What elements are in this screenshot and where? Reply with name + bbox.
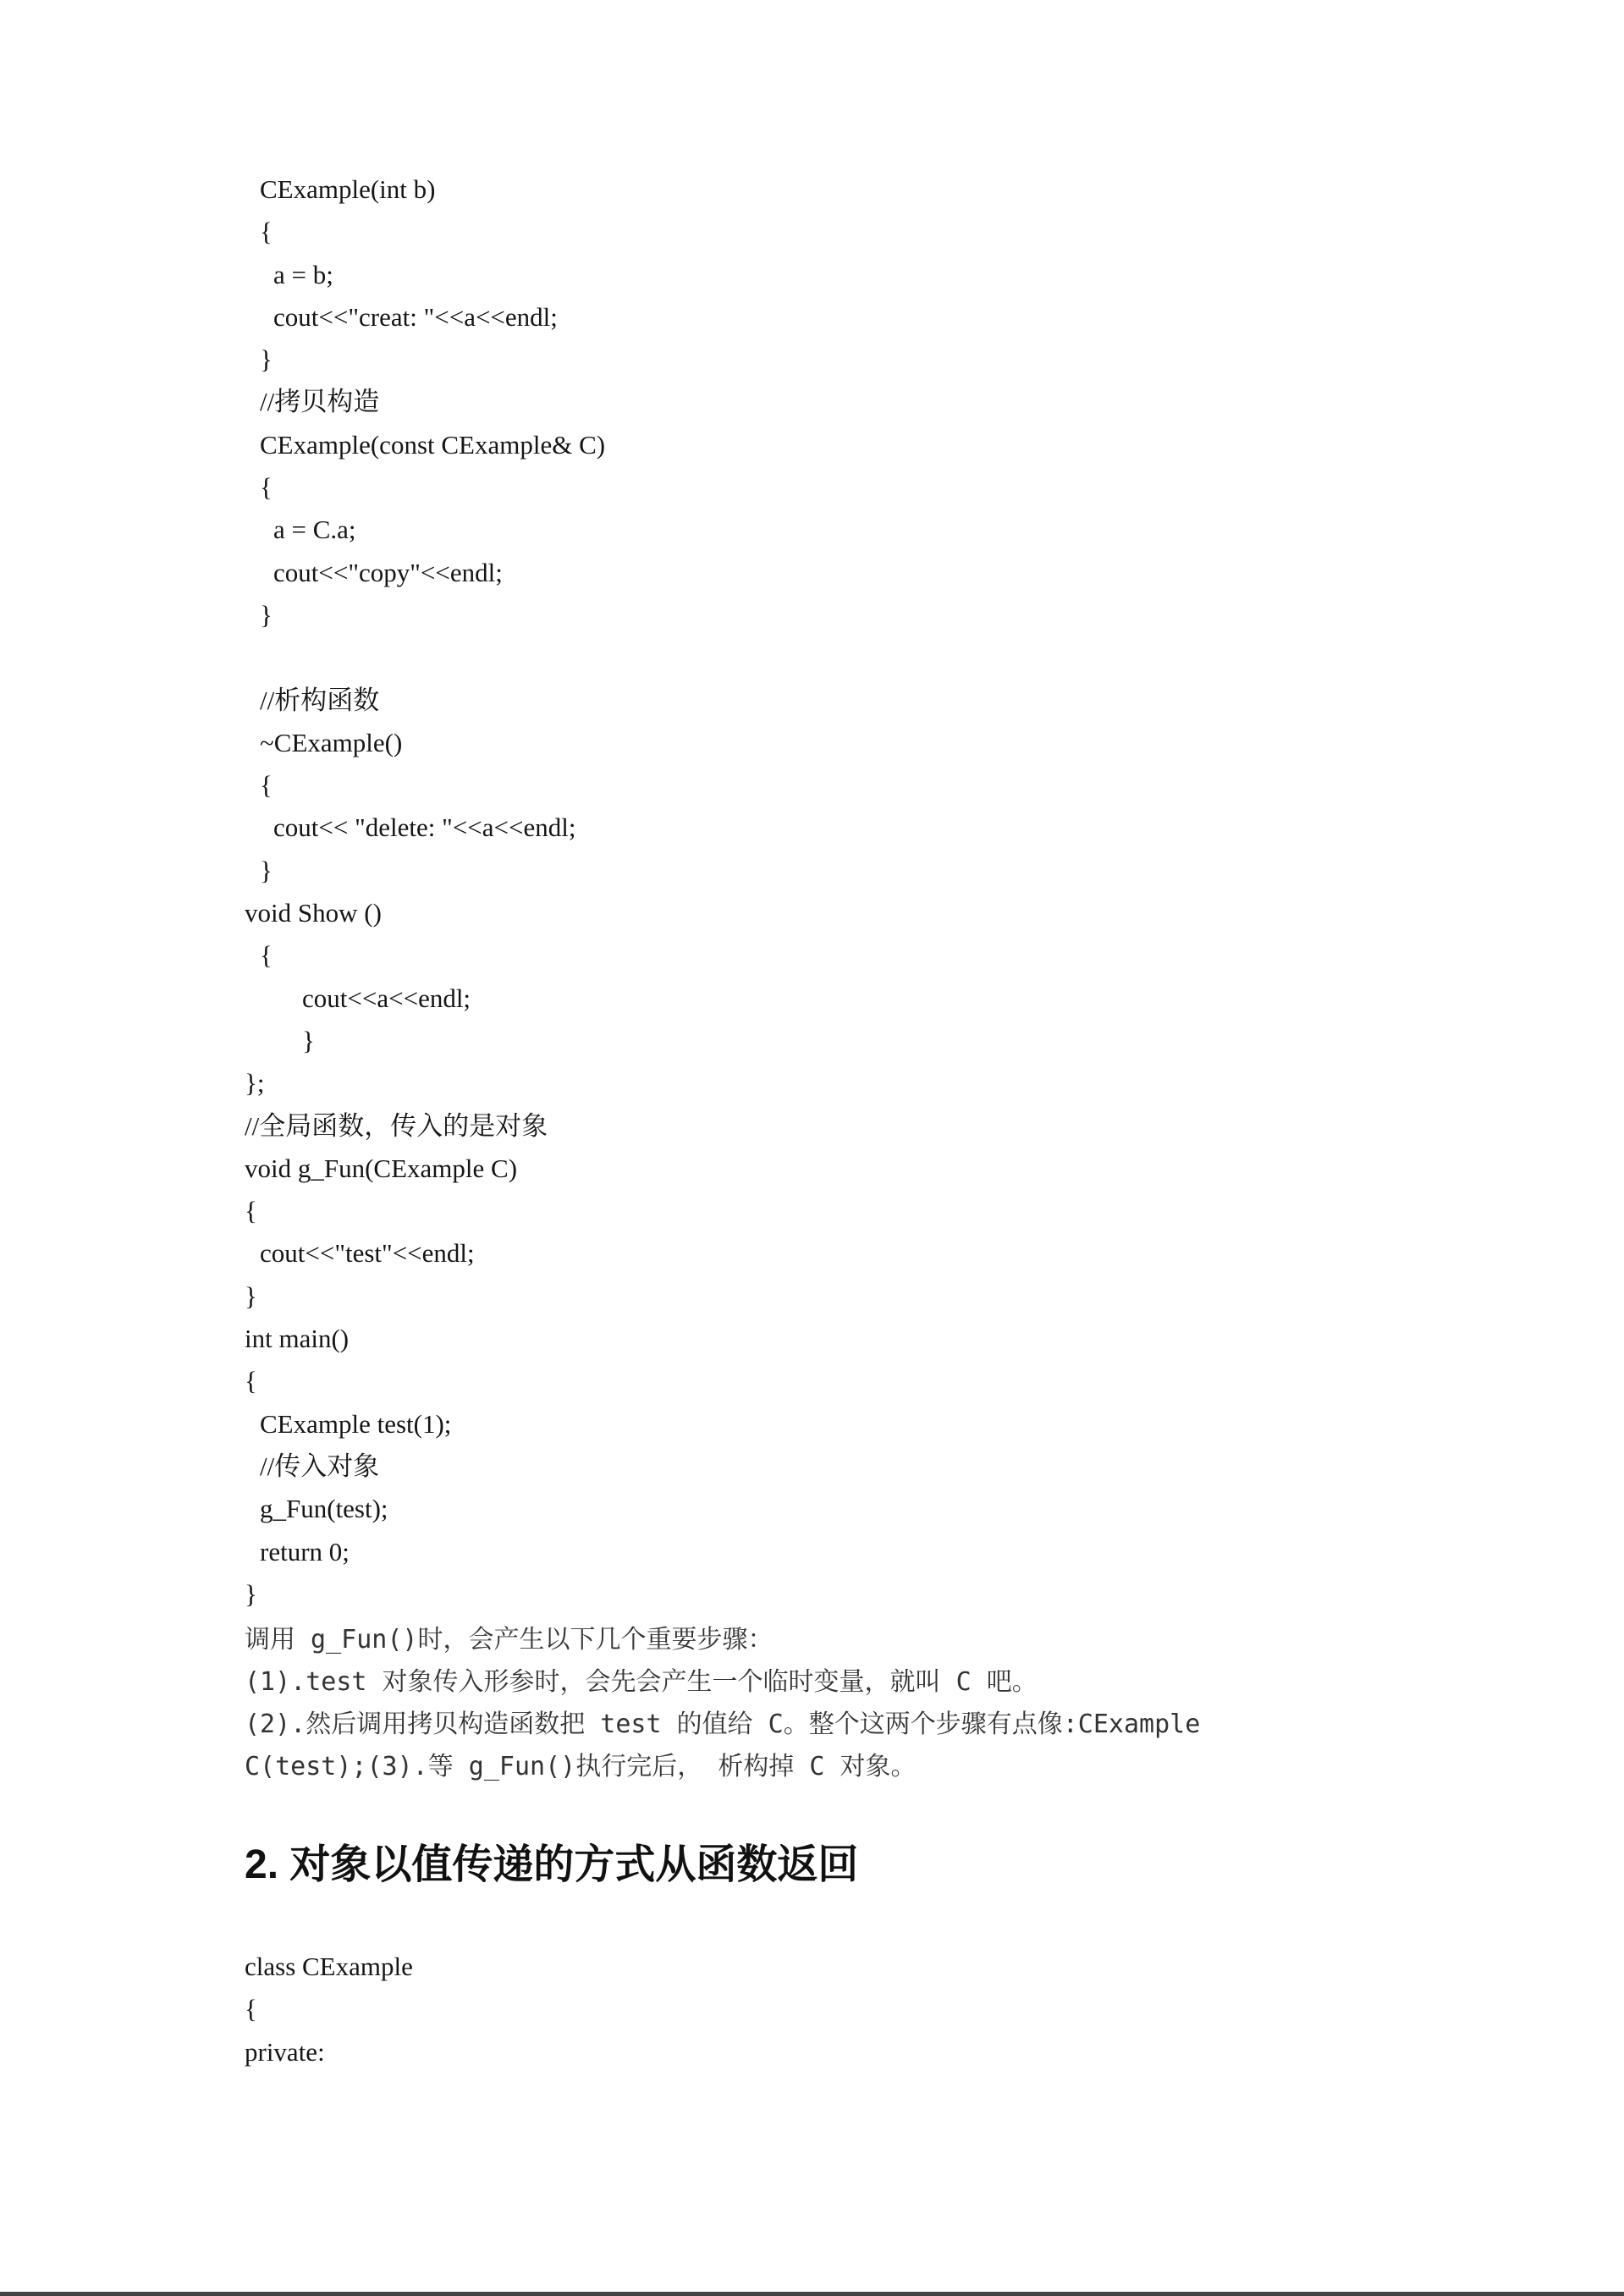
- code-line: }: [245, 1280, 257, 1311]
- code-line: void g_Fun(CExample C): [245, 1153, 518, 1183]
- code-line: g_Fun(test);: [260, 1494, 388, 1524]
- code-line: CExample test(1);: [260, 1408, 452, 1439]
- code-line: cout<<a<<endl;: [302, 983, 471, 1013]
- code-line: //析构函数: [260, 685, 380, 715]
- explanation-line: C(test);(3).等 g_Fun()执行完后， 析构掉 C 对象。: [245, 1752, 917, 1781]
- code-line: cout<<"test"<<endl;: [260, 1238, 475, 1269]
- code-line: class CExample: [245, 1952, 413, 1981]
- code-line: cout<< "delete: "<<a<<endl;: [273, 812, 576, 843]
- code-block-copy-constructor-example: [245, 168, 605, 1616]
- code-line: {: [260, 217, 273, 247]
- code-line: {: [260, 472, 273, 503]
- code-line: {: [245, 1994, 257, 2024]
- code-line: cout<<"copy"<<endl;: [273, 557, 503, 587]
- code-line: }: [260, 344, 273, 375]
- code-line: {: [245, 1196, 257, 1226]
- code-line: };: [245, 1068, 265, 1098]
- code-line: CExample(const CExample& C): [260, 429, 606, 460]
- code-line: {: [260, 770, 273, 801]
- code-line: }: [260, 599, 273, 630]
- code-line: //全局函数，传入的是对象: [245, 1110, 548, 1141]
- code-line: int main(): [245, 1324, 350, 1354]
- explanation-line: (2).然后调用拷贝构造函数把 test 的值给 C。整个这两个步骤有点像:CExample: [245, 1710, 1201, 1739]
- code-line: }: [260, 855, 273, 885]
- code-line: cout<<"creat: "<<a<<endl;: [273, 301, 558, 332]
- section-heading: 2. 对象以值传递的方式从函数返回: [245, 1842, 859, 1887]
- explanation-line: 调用 g_Fun()时，会产生以下几个重要步骤：: [245, 1625, 773, 1655]
- code-line: a = C.a;: [273, 515, 356, 545]
- code-line: [245, 636, 605, 679]
- code-line: ~CExample(): [260, 727, 403, 757]
- explanation-paragraph: [245, 1619, 1396, 1788]
- code-block-return-by-value: [245, 1946, 413, 2073]
- page-bottom-border: [0, 2292, 1624, 2296]
- code-line: }: [302, 1025, 315, 1055]
- explanation-line: (1).test 对象传入形参时，会先会产生一个临时变量，就叫 C 吧。: [245, 1667, 1038, 1697]
- code-line: void Show (): [245, 898, 382, 928]
- code-line: a = b;: [273, 259, 333, 289]
- code-line: private:: [245, 2036, 325, 2067]
- code-line: CExample(int b): [260, 174, 436, 204]
- code-line: {: [245, 1366, 257, 1396]
- code-line: }: [245, 1578, 257, 1609]
- code-line: //传入对象: [260, 1451, 380, 1481]
- code-line: {: [260, 940, 273, 971]
- code-line: //拷贝构造: [260, 387, 380, 417]
- code-line: return 0;: [260, 1536, 350, 1566]
